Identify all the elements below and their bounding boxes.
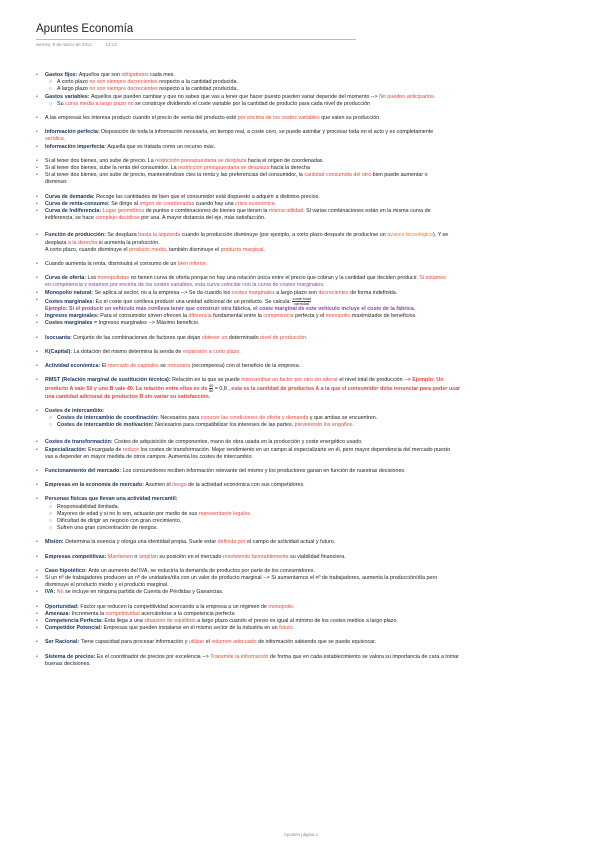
continuation-line	[36, 661, 582, 668]
note-text-run: Dificultad de dirigir un negocio con gran crecimiento.	[57, 517, 182, 524]
note-text-run: , esta es la cantidad de productos A a la que el consumidor debe renunciar para poder usar	[226, 386, 461, 393]
term-label: Información imperfecta:	[45, 143, 108, 150]
bullet-item	[36, 165, 582, 172]
note-text-run: resolviendo favorablemente	[222, 553, 289, 560]
term-label: Costes de intercambio de coordinación:	[57, 414, 161, 421]
term-label: Sistema de precios:	[45, 653, 97, 660]
sub-bullet-item	[36, 79, 582, 86]
sub-bullet-item	[36, 101, 582, 108]
note-text-run: cantidad consumida del otro	[304, 172, 372, 179]
term-label: IVA:	[45, 589, 57, 596]
note-text-run: Se aplica al sector, no a la empresa --> Se da cuando los	[94, 289, 232, 296]
bullet-item	[36, 468, 582, 475]
note-text-run: previniendo los engaños.	[294, 422, 355, 429]
note-text-run: monopolio	[325, 313, 351, 320]
page-title: Apuntes Economía	[36, 23, 134, 35]
term-label: Caso hipotético:	[45, 567, 89, 574]
note-text-run: Mayores de edad y si no lo son, actuarán por medio de sus	[57, 510, 199, 517]
note-text-run: Incrementa la	[71, 610, 106, 617]
note-text-run: riesgo	[172, 482, 187, 489]
bullet-item	[36, 144, 582, 151]
note-text-run: Se desplaza	[107, 232, 139, 239]
note-text-run: Mantienen	[107, 553, 133, 560]
note-text-run: de información sabiendo que se puede equivocar.	[256, 639, 377, 646]
note-text-run: o	[132, 553, 139, 560]
note-text-run: cada mes.	[148, 72, 175, 78]
note-text-run: No	[56, 589, 64, 596]
note-text-run: por encima de los costes variables	[237, 115, 320, 122]
note-text-run: remunera	[167, 363, 191, 369]
spacer	[36, 108, 582, 115]
bullet-item	[36, 604, 582, 611]
note-text-run: Tiene capacidad para procesar información y	[80, 639, 189, 646]
bullet-item	[36, 349, 582, 356]
note-text-run: Relación en la que se puede	[172, 377, 242, 384]
note-text-run: Responsabilidad ilimitada.	[57, 503, 120, 510]
bullet-item	[36, 575, 582, 582]
note-text-run: cuando hay una	[194, 200, 236, 207]
note-text-run: respecto a la cantidad producida.	[157, 86, 238, 93]
term-label: Isocuanta:	[45, 334, 74, 341]
bullet-item	[36, 275, 582, 282]
note-text-run: hacia el origen de coordenadas.	[246, 157, 324, 164]
note-text-run: perfecta y el	[293, 313, 326, 320]
note-text-run: conocer las condiciones de oferta y demanda	[200, 414, 309, 421]
bullet-item	[36, 496, 582, 503]
note-text-run: Ejemplo: Si el producir un vehículo más conlleva tener que construir otra fábrica, el coste marginal de este vehículo incluye el coste de la fábrica.	[45, 305, 416, 312]
term-label: Costes marginales	[45, 320, 95, 327]
note-text-run: a la derecha	[67, 239, 98, 246]
spacer	[36, 187, 582, 194]
note-text-run: vas a depender en mayor medida de otros campos. Aumenta los costes de intercambio.	[45, 453, 253, 460]
bullet-item	[36, 261, 582, 268]
continuation-line	[36, 306, 582, 313]
note-text-run: Conjunto de las combinaciones de factores que dejan	[73, 334, 202, 341]
note-text-run: que valen su producción.	[319, 115, 381, 122]
note-text-run: .	[263, 246, 265, 253]
spacer	[36, 597, 582, 604]
bullet-item	[36, 115, 582, 122]
term-label: Gastos fijos:	[45, 72, 79, 78]
note-text-run: los costes de transformación. Mejor rendimiento en un campo al especializarte en él, pero mayor dependencia del mercado puesto	[139, 446, 451, 453]
note-text-run: Es el coordinador de precios por excelencia -->	[96, 653, 211, 660]
continuation-line	[36, 282, 582, 289]
note-text-run: Aquellos que son	[78, 72, 122, 78]
note-text-run: Esta llega a una	[104, 617, 145, 624]
bullet-item	[36, 377, 582, 384]
bullet-item	[36, 654, 582, 661]
continuation-line	[36, 247, 582, 254]
note-text-run: determinado	[227, 334, 261, 341]
note-text-run: Costes de adquisición de componentes, mano de obra usada en la producción y coste energético usado.	[114, 439, 363, 446]
spacer	[36, 122, 582, 129]
note-text-run: futuro.	[279, 625, 295, 632]
note-text-run: = Ingresos marginales --> Máximo beneficio.	[94, 320, 200, 327]
sub-bullet-item	[36, 518, 582, 525]
note-text-run: por una. A mayor distancia del eje, más satisfacción.	[139, 215, 266, 222]
bullet-item	[36, 639, 582, 646]
note-text-run: acercándose a la competencia perfecta	[139, 610, 235, 617]
note-text-run: el nivel total de producción -->	[337, 377, 413, 384]
note-text-run: el campo de actividad actual y futuro.	[245, 539, 336, 546]
note-text-run: no son siempre decrecientes	[89, 86, 158, 93]
note-text-run: bien inferior.	[177, 261, 207, 268]
note-text-run: buenas decisiones.	[45, 660, 91, 667]
note-text-run: mercado de capitales	[107, 363, 159, 369]
term-label: Ingresos marginales:	[45, 313, 101, 320]
spacer	[36, 222, 582, 232]
note-text-run: producto A vale 50 y uno B vale 40. La relación entre ellos es de	[45, 386, 209, 393]
term-label: Amenaza:	[45, 610, 72, 617]
term-label: Especialización:	[45, 446, 89, 453]
bullet-item	[36, 482, 582, 489]
note-text-run: a largo plazo cuando el precio es igual al mínimo de los costes medios a largo plazo.	[195, 617, 398, 624]
note-text-run: verídica.	[45, 136, 66, 143]
spacer	[36, 254, 582, 261]
term-label: Misión:	[45, 539, 66, 546]
spacer	[36, 342, 582, 349]
note-text-run: de la actividad económica con sus competidores.	[186, 482, 305, 489]
note-text-run: Si al tener dos bienes, uno sube de precio. La	[45, 157, 156, 164]
note-text-run: Si al tener dos bienes, sube la renta del consumidor. La	[45, 165, 179, 172]
term-label: Empresas en la economía de mercado:	[45, 482, 146, 489]
continuation-line	[36, 582, 582, 589]
fraction-numerator: 40	[208, 383, 214, 389]
note-text-run: . Si varias combinaciones están en la misma curva de	[303, 208, 431, 215]
note-text-run: complejo decidirse	[95, 215, 140, 222]
term-label: Función de producción:	[45, 232, 108, 239]
page-date: viernes, 9 de marzo de 2012	[36, 42, 92, 47]
note-text-run: respecto a la cantidad producida.	[157, 79, 238, 86]
note-text-run: Si un nº de trabajadores producen un nº de unidades/día con un valor de producto marginal --> Si aumentamos el nº de trabajadores, aumenta la producción/día pero	[45, 574, 438, 581]
note-text-run: disminuye el producto medio y el producto marginal.	[45, 582, 169, 589]
spacer	[36, 151, 582, 158]
spacer	[36, 532, 582, 539]
spacer	[36, 356, 582, 363]
note-text-run: Asumen el	[145, 482, 173, 489]
term-label: Costes de transformación:	[45, 439, 115, 446]
bullet-item	[36, 335, 582, 342]
note-text-run: si aumenta la producción.	[97, 239, 160, 246]
continuation-line	[36, 384, 582, 393]
bullet-item	[36, 618, 582, 625]
sub-bullet-item	[36, 422, 582, 429]
note-text-run: cuando la producción disminuye (por ejemplo, a corto plazo después de producirse un	[180, 232, 388, 239]
note-text-run: Recoge las cantidades de bien que el consumidor está dispuesto a adquirir a distintos precios.	[96, 193, 320, 200]
bullet-item	[36, 320, 582, 327]
note-text-run: misma utilidad	[269, 208, 304, 215]
note-text-run: avance tecnológico	[387, 232, 433, 239]
note-text-run: volumen adecuado	[211, 639, 257, 646]
note-text-run: se	[158, 363, 168, 369]
note-text-run: Empresas que pueden instalarse en el mismo sector de la industria en un	[103, 625, 280, 632]
note-text-run: Necesarios para compatibilizar los intereses de las partes,	[155, 422, 295, 429]
continuation-line	[36, 454, 582, 461]
bullet-item	[36, 158, 582, 165]
term-label: Ser Racional:	[45, 639, 81, 646]
note-text-run: A las empresas les interesa producir cuando el precio de venta del producto esté	[45, 115, 238, 122]
note-text-run: el	[204, 639, 212, 646]
note-text-run: La dotación del mismo determina la senda de	[73, 348, 183, 355]
term-label: Costes de intercambio:	[45, 407, 105, 414]
note-text-run: entre la	[244, 313, 264, 320]
bullet-item	[36, 625, 582, 632]
bullet-item	[36, 129, 582, 136]
term-label: Costes marginales:	[45, 298, 96, 305]
bullet-item	[36, 611, 582, 618]
term-label: Curva de oferta:	[45, 275, 88, 282]
note-text-run: nivel de producción.	[260, 334, 308, 341]
note-text-run: Necesarios para	[160, 414, 201, 421]
term-label: Empresas competitivas:	[45, 553, 108, 560]
term-label: Costes de intercambio de motivación:	[57, 422, 155, 429]
fraction	[292, 297, 310, 306]
note-text-run: una cantidad adicional de productos B sin variar su satisfacción.	[45, 393, 211, 400]
note-text-run: Su	[57, 100, 66, 107]
note-text-run: obtener un	[201, 334, 228, 341]
note-text-run: disminuir.	[45, 179, 68, 186]
note-text-run: representante legales.	[198, 510, 252, 517]
bullet-item	[36, 439, 582, 446]
note-text-run: decrecientes	[318, 289, 349, 296]
note-text-run: de forma indefinida.	[348, 289, 398, 296]
note-text-run: no tienen curva de oferta porque no hay una relación única entre el precio que cobran y la cantidad que deciden producir.	[129, 275, 420, 282]
term-label: Monopolio natural:	[45, 289, 95, 296]
note-text-run: Si estamos	[419, 275, 446, 282]
note-text-run: Se dirige al	[111, 200, 140, 207]
note-text-run: Cuando aumenta la renta, disminuirá el consumo de un	[45, 261, 178, 268]
spacer	[36, 401, 582, 408]
note-text-run: Los	[87, 275, 98, 282]
note-text-run: monopolistas	[97, 275, 130, 282]
notes-body	[36, 72, 582, 668]
spacer	[36, 461, 582, 468]
note-text-run: El	[101, 363, 108, 369]
term-label: Oportunidad:	[45, 603, 81, 610]
note-text-run: Ejemplo: Un	[412, 377, 444, 384]
note-text-run: curva media a largo plazo no	[65, 100, 134, 107]
note-text-run: restricción presupuestaria se desplaza	[155, 157, 247, 164]
fraction-numerator: coste total	[292, 295, 311, 301]
bullet-item	[36, 363, 582, 370]
continuation-line	[36, 179, 582, 186]
note-text-run: Aquellos que pueden cambiar y que no sabes que vas a tener que hacer puesto pueden variar depende del momento -->	[91, 93, 380, 100]
note-text-run: Aquella que es tratada como un recurso más.	[107, 143, 216, 150]
note-text-run: A corto plazo, cuando disminuye el	[45, 246, 130, 253]
note-text-run: de forma que en cada establecimiento se valora su importancia de cara a tomar	[268, 653, 459, 660]
spacer	[36, 561, 582, 568]
bullet-item	[36, 297, 582, 306]
bullet-item	[36, 172, 582, 179]
sub-bullet-item	[36, 525, 582, 532]
title-divider	[36, 39, 356, 40]
note-text-run: de puntos o combinaciones de bienes que tienen la	[144, 208, 269, 215]
note-text-run: se incluye en ninguna partida de Cuenta de Pérdidas y Ganancias.	[63, 589, 224, 596]
sub-bullet-item	[36, 415, 582, 422]
note-text-run: diferencia	[188, 313, 212, 320]
continuation-line	[36, 394, 582, 401]
note-text-run: en competencia y estamos por encima de los costes variables, esta curva coincide con la curva de costes marginales.	[45, 282, 325, 289]
note-text-run: indiferencia, se hace	[45, 215, 96, 222]
note-text-run: Transmite la información	[210, 653, 269, 660]
page-footer: Apuntes página 1	[283, 832, 319, 837]
note-text-run: A corto plazo	[57, 79, 90, 86]
term-label: Personas físicas que llevan una actividad mercantil:	[45, 496, 178, 503]
term-label: Curva de demanda:	[45, 193, 97, 200]
note-text-run: Factor que reducen la competitividad acercando a la empresa a un régimen de	[80, 603, 269, 610]
note-text-run: = 0,8	[213, 386, 227, 393]
bullet-item	[36, 201, 582, 208]
page-meta	[36, 42, 117, 47]
note-text-run: No pueden anticiparlos.	[379, 93, 436, 100]
sub-bullet-item	[36, 504, 582, 511]
note-text-run: Para el consumidor sirven ofrecen la	[100, 313, 189, 320]
note-text-run: ). Y se	[432, 232, 449, 239]
bullet-item	[36, 232, 582, 239]
spacer	[36, 268, 582, 275]
note-text-run: Encargada de	[88, 446, 123, 453]
note-text-run: Determina la esencia y otorga una identidad propia. Suele estar	[65, 539, 218, 546]
spacer	[36, 547, 582, 554]
note-text-run: crisis económica.	[235, 200, 277, 207]
note-text-run: intercambiar un factor por otro sin alterar	[241, 377, 338, 384]
note-text-run: competencia	[263, 313, 294, 320]
spacer	[36, 475, 582, 482]
bullet-item	[36, 568, 582, 575]
note-text-run: definida por	[217, 539, 246, 546]
term-label: Gastos variables:	[45, 93, 92, 100]
note-text-run: restricción presupuestaria se desplaza	[178, 165, 270, 172]
term-label: Competencia Perfecta:	[45, 617, 105, 624]
bullet-item	[36, 408, 582, 415]
continuation-line	[36, 240, 582, 247]
spacer	[36, 489, 582, 496]
note-text-run: obligatorios	[121, 72, 149, 78]
note-text-run: Los consumidores reciben información relevante del mismo y los productores ganan en función de nuestras decisiones.	[122, 467, 406, 474]
note-text-run: hacia la derecha	[269, 165, 310, 172]
note-text-run: Sufren una gran concentración de riesgos.	[57, 525, 158, 532]
term-label: Funcionamiento del mercado:	[45, 467, 123, 474]
page-time: 13:13	[105, 42, 117, 47]
spacer	[36, 632, 582, 639]
bullet-item	[36, 539, 582, 546]
note-text-run: Si al tener dos bienes, uno sube de precio, manteniéndose ctes la renta y las preferencias del consumidor, la	[45, 172, 305, 179]
term-label: K(Capital):	[45, 348, 74, 355]
note-text-run: , también disminuye el	[165, 246, 221, 253]
note-text-run: A largo plazo	[57, 86, 90, 93]
bullet-item	[36, 72, 582, 79]
spacer	[36, 370, 582, 377]
note-text-run: expansión a corto plazo.	[182, 348, 241, 355]
note-text-run: monopolio.	[268, 603, 295, 610]
bullet-item	[36, 447, 582, 454]
bullet-item	[36, 208, 582, 215]
note-text-run: a largo plazo son	[274, 289, 319, 296]
note-text-run: reducir	[122, 446, 140, 453]
note-text-run: producto medio	[129, 246, 166, 253]
fraction-denominator: 50	[208, 388, 214, 394]
note-text-run: Disposición de toda la información necesaria, en tiempo real, a coste cero, se puede asimilar y procesar toda en el acto y es completamente	[101, 129, 434, 136]
note-text-run: Ante un aumento del IVA, se reduciría la demanda de productos por parte de los consumidores.	[88, 567, 315, 574]
continuation-line	[36, 215, 582, 222]
note-text-run: se construye dividiendo el coste variable por la cantidad de producto para cada nivel de producción	[133, 100, 371, 107]
bullet-item	[36, 554, 582, 561]
note-text-run: Lugar geométrico	[102, 208, 145, 215]
note-text-run: situación de equilibrio	[144, 617, 196, 624]
term-label: Curva de Indiferencia:	[45, 208, 103, 215]
note-text-run: (recompensa) con el beneficio de la empresa.	[190, 363, 301, 369]
spacer	[36, 429, 582, 439]
term-label: Información perfecta:	[45, 129, 102, 136]
note-text-run: amplían	[138, 553, 158, 560]
sub-bullet-item	[36, 511, 582, 518]
note-text-run: bien puede aumentar o	[371, 172, 428, 179]
note-text-run: origen de coordenadas	[139, 200, 195, 207]
bullet-item	[36, 589, 582, 596]
note-text-run: no son siempre decrecientes	[89, 79, 158, 86]
note-text-run: utilizar	[188, 639, 205, 646]
note-text-run: producto marginal	[220, 246, 264, 253]
bullet-item	[36, 94, 582, 101]
note-text-run: su viabilidad financiera.	[288, 553, 346, 560]
bullet-item	[36, 313, 582, 320]
spacer	[36, 328, 582, 335]
note-text-run: maximizador de beneficios.	[350, 313, 417, 320]
note-text-run: fundamental	[211, 313, 245, 320]
bullet-item	[36, 194, 582, 201]
term-label: Competidor Potencial:	[45, 625, 104, 632]
term-label: Actividad económica:	[45, 363, 102, 369]
note-text-run: competitividad	[105, 610, 140, 617]
note-text-run: costes marginales	[231, 289, 275, 296]
note-text-run: y que ambas se encuentren.	[308, 414, 378, 421]
sub-bullet-item	[36, 86, 582, 93]
note-text-run: desplaza	[45, 239, 68, 246]
fraction-denominator: cantidad	[294, 300, 310, 306]
note-text-run: su posición en el mercado	[157, 553, 223, 560]
term-label: Curva de renta-consumo:	[45, 200, 112, 207]
continuation-line	[36, 136, 582, 143]
spacer	[36, 647, 582, 654]
note-text-run: hasta la izquierda	[138, 232, 181, 239]
term-label: RMST (Relación marginal de sustitución técnica):	[45, 377, 173, 384]
note-text-run: Es el coste que conlleva producir una unidad adicional de un producto. Se calcula:	[95, 298, 293, 305]
